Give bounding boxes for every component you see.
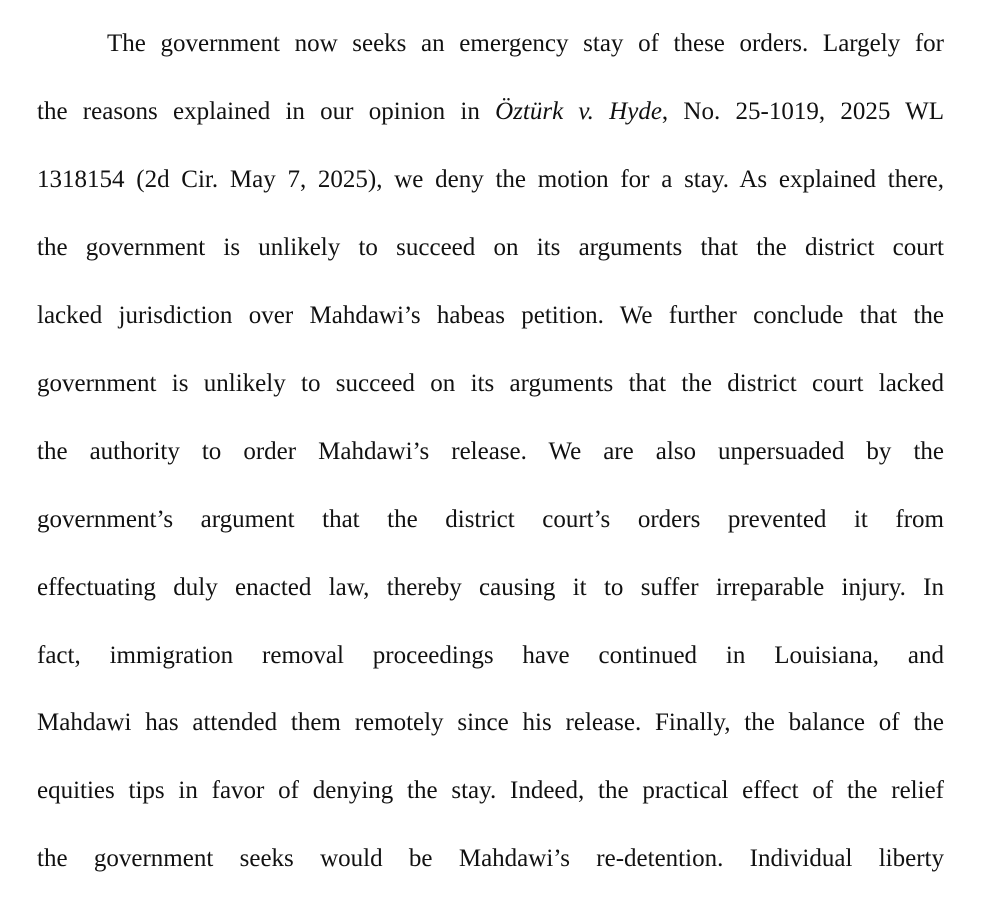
text-line-3: 1318154 (2d Cir. May 7, 2025), we deny the motion for a stay. As explained there, [37, 166, 944, 193]
case-citation-name: Öztürk v. Hyde [495, 98, 662, 125]
text-line-2-before: the reasons explained in our opinion in [37, 98, 496, 125]
text-line-1: The government now seeks an emergency stay of these orders. Largely for [107, 30, 944, 57]
text-line-2-after: , No. 25-1019, 2025 WL [661, 98, 944, 125]
text-line-7: the authority to order Mahdawi’s release. We are also unpersuaded by the [37, 438, 944, 465]
text-line-2 [37, 92, 944, 132]
text-line-4: the government is unlikely to succeed on its arguments that the district court [37, 234, 944, 261]
text-line-10: fact, immigration removal proceedings have continued in Louisiana, and [37, 642, 944, 669]
text-line-5: lacked jurisdiction over Mahdawi’s habeas petition. We further conclude that the [37, 302, 944, 329]
text-line-6: government is unlikely to succeed on its arguments that the district court lacked [37, 370, 944, 397]
text-line-9: effectuating duly enacted law, thereby causing it to suffer irreparable injury. In [37, 574, 944, 601]
text-line-8: government’s argument that the district court’s orders prevented it from [37, 506, 944, 533]
text-line-13: the government seeks would be Mahdawi’s re-detention. Individual liberty [37, 845, 944, 872]
text-line-12: equities tips in favor of denying the stay. Indeed, the practical effect of the relief [37, 777, 944, 804]
text-line-11: Mahdawi has attended them remotely since his release. Finally, the balance of the [37, 709, 944, 736]
